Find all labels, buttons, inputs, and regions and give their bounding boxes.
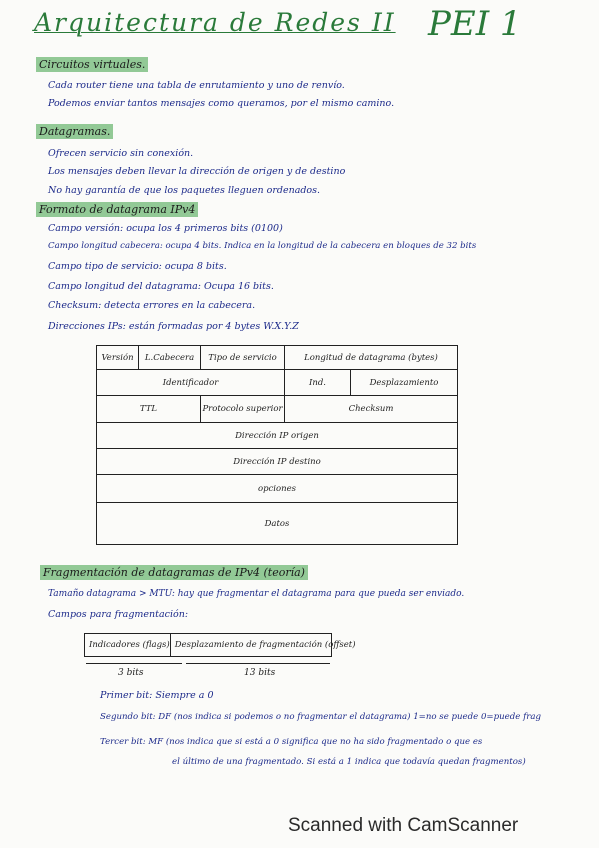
page-title: Arquitectura de Redes II <box>34 8 396 37</box>
fragmentation-fields-table <box>84 633 356 657</box>
text-line: Tamaño datagrama > MTU: hay que fragmentar el datagrama para que pueda ser enviado. <box>48 589 465 599</box>
text-line: Primer bit: Siempre a 0 <box>100 690 214 701</box>
bits-label: 3 bits <box>118 668 144 678</box>
text-line: Cada router tiene una tabla de enrutamiento y uno de renvío. <box>48 80 345 91</box>
brace-line <box>86 663 182 664</box>
text-line: Direcciones IPs: están formadas por 4 bytes W.X.Y.Z <box>48 321 299 332</box>
table-cell: Checksum <box>348 404 394 414</box>
text-line: Campos para fragmentación: <box>48 609 189 620</box>
table-row <box>97 475 457 503</box>
table-cell: Tipo de servicio <box>201 346 285 369</box>
text-line: No hay garantía de que los paquetes lleguen ordenados. <box>48 185 321 196</box>
table-cell: Indicadores (flags) <box>85 634 171 656</box>
pei-label: PEI 1 <box>428 4 522 44</box>
table-cell: Protocolo superior <box>201 396 285 422</box>
table-row <box>97 346 457 370</box>
text-line: Campo tipo de servicio: ocupa 8 bits. <box>48 261 227 272</box>
table-cell: opciones <box>257 483 297 494</box>
table-cell: L.Cabecera <box>139 346 201 369</box>
ipv4-header-table <box>96 345 458 545</box>
text-line: Campo versión: ocupa los 4 primeros bits (0100) <box>48 223 283 234</box>
table-cell: Identificador <box>97 370 285 395</box>
table-row <box>97 370 457 396</box>
bits-label: 13 bits <box>244 668 276 678</box>
section-heading-fragmentacion: Fragmentación de datagramas de IPv4 (teoría) <box>40 565 308 580</box>
table-cell: Longitud de datagrama (bytes) <box>304 352 438 363</box>
table-cell: TTL <box>97 396 201 422</box>
table-cell: Versión <box>97 346 139 369</box>
text-line: Campo longitud cabecera: ocupa 4 bits. Indica en la longitud de la cabecera en bloques de 32 bits <box>48 241 477 251</box>
table-cell: Dirección IP destino <box>233 456 321 467</box>
table-cell: Datos <box>264 518 290 529</box>
text-line: Tercer bit: MF (nos indica que si está a 0 significa que no ha sido fragmentado o que es <box>100 737 483 747</box>
section-heading-formato: Formato de datagrama IPv4 <box>36 202 198 217</box>
table-row <box>97 449 457 475</box>
table-cell: Ind. <box>285 370 351 395</box>
text-line: Segundo bit: DF (nos indica si podemos o no fragmentar el datagrama) 1=no se puede 0=puede frag <box>100 712 541 722</box>
text-line: Checksum: detecta errores en la cabecera. <box>48 300 256 311</box>
table-cell: Desplazamiento de fragmentación (offset) <box>174 640 356 650</box>
section-heading-datagramas: Datagramas. <box>36 124 113 139</box>
brace-line <box>186 663 330 664</box>
table-row <box>97 423 457 449</box>
text-line: Ofrecen servicio sin conexión. <box>48 148 194 159</box>
camscanner-watermark: Scanned with CamScanner <box>288 815 519 836</box>
text-line: Podemos enviar tantos mensajes como queramos, por el mismo camino. <box>48 98 395 109</box>
text-line: Los mensajes deben llevar la dirección de origen y de destino <box>48 166 346 177</box>
table-row <box>97 396 457 423</box>
section-heading-circuitos: Circuitos virtuales. <box>36 57 148 72</box>
table-row <box>97 503 457 544</box>
table-cell: Dirección IP origen <box>235 430 319 441</box>
table-cell: Desplazamiento <box>369 377 439 388</box>
text-line: el último de una fragmentado. Si está a 1 indica que todavía quedan fragmentos) <box>172 757 526 767</box>
text-line: Campo longitud del datagrama: Ocupa 16 bits. <box>48 281 274 292</box>
